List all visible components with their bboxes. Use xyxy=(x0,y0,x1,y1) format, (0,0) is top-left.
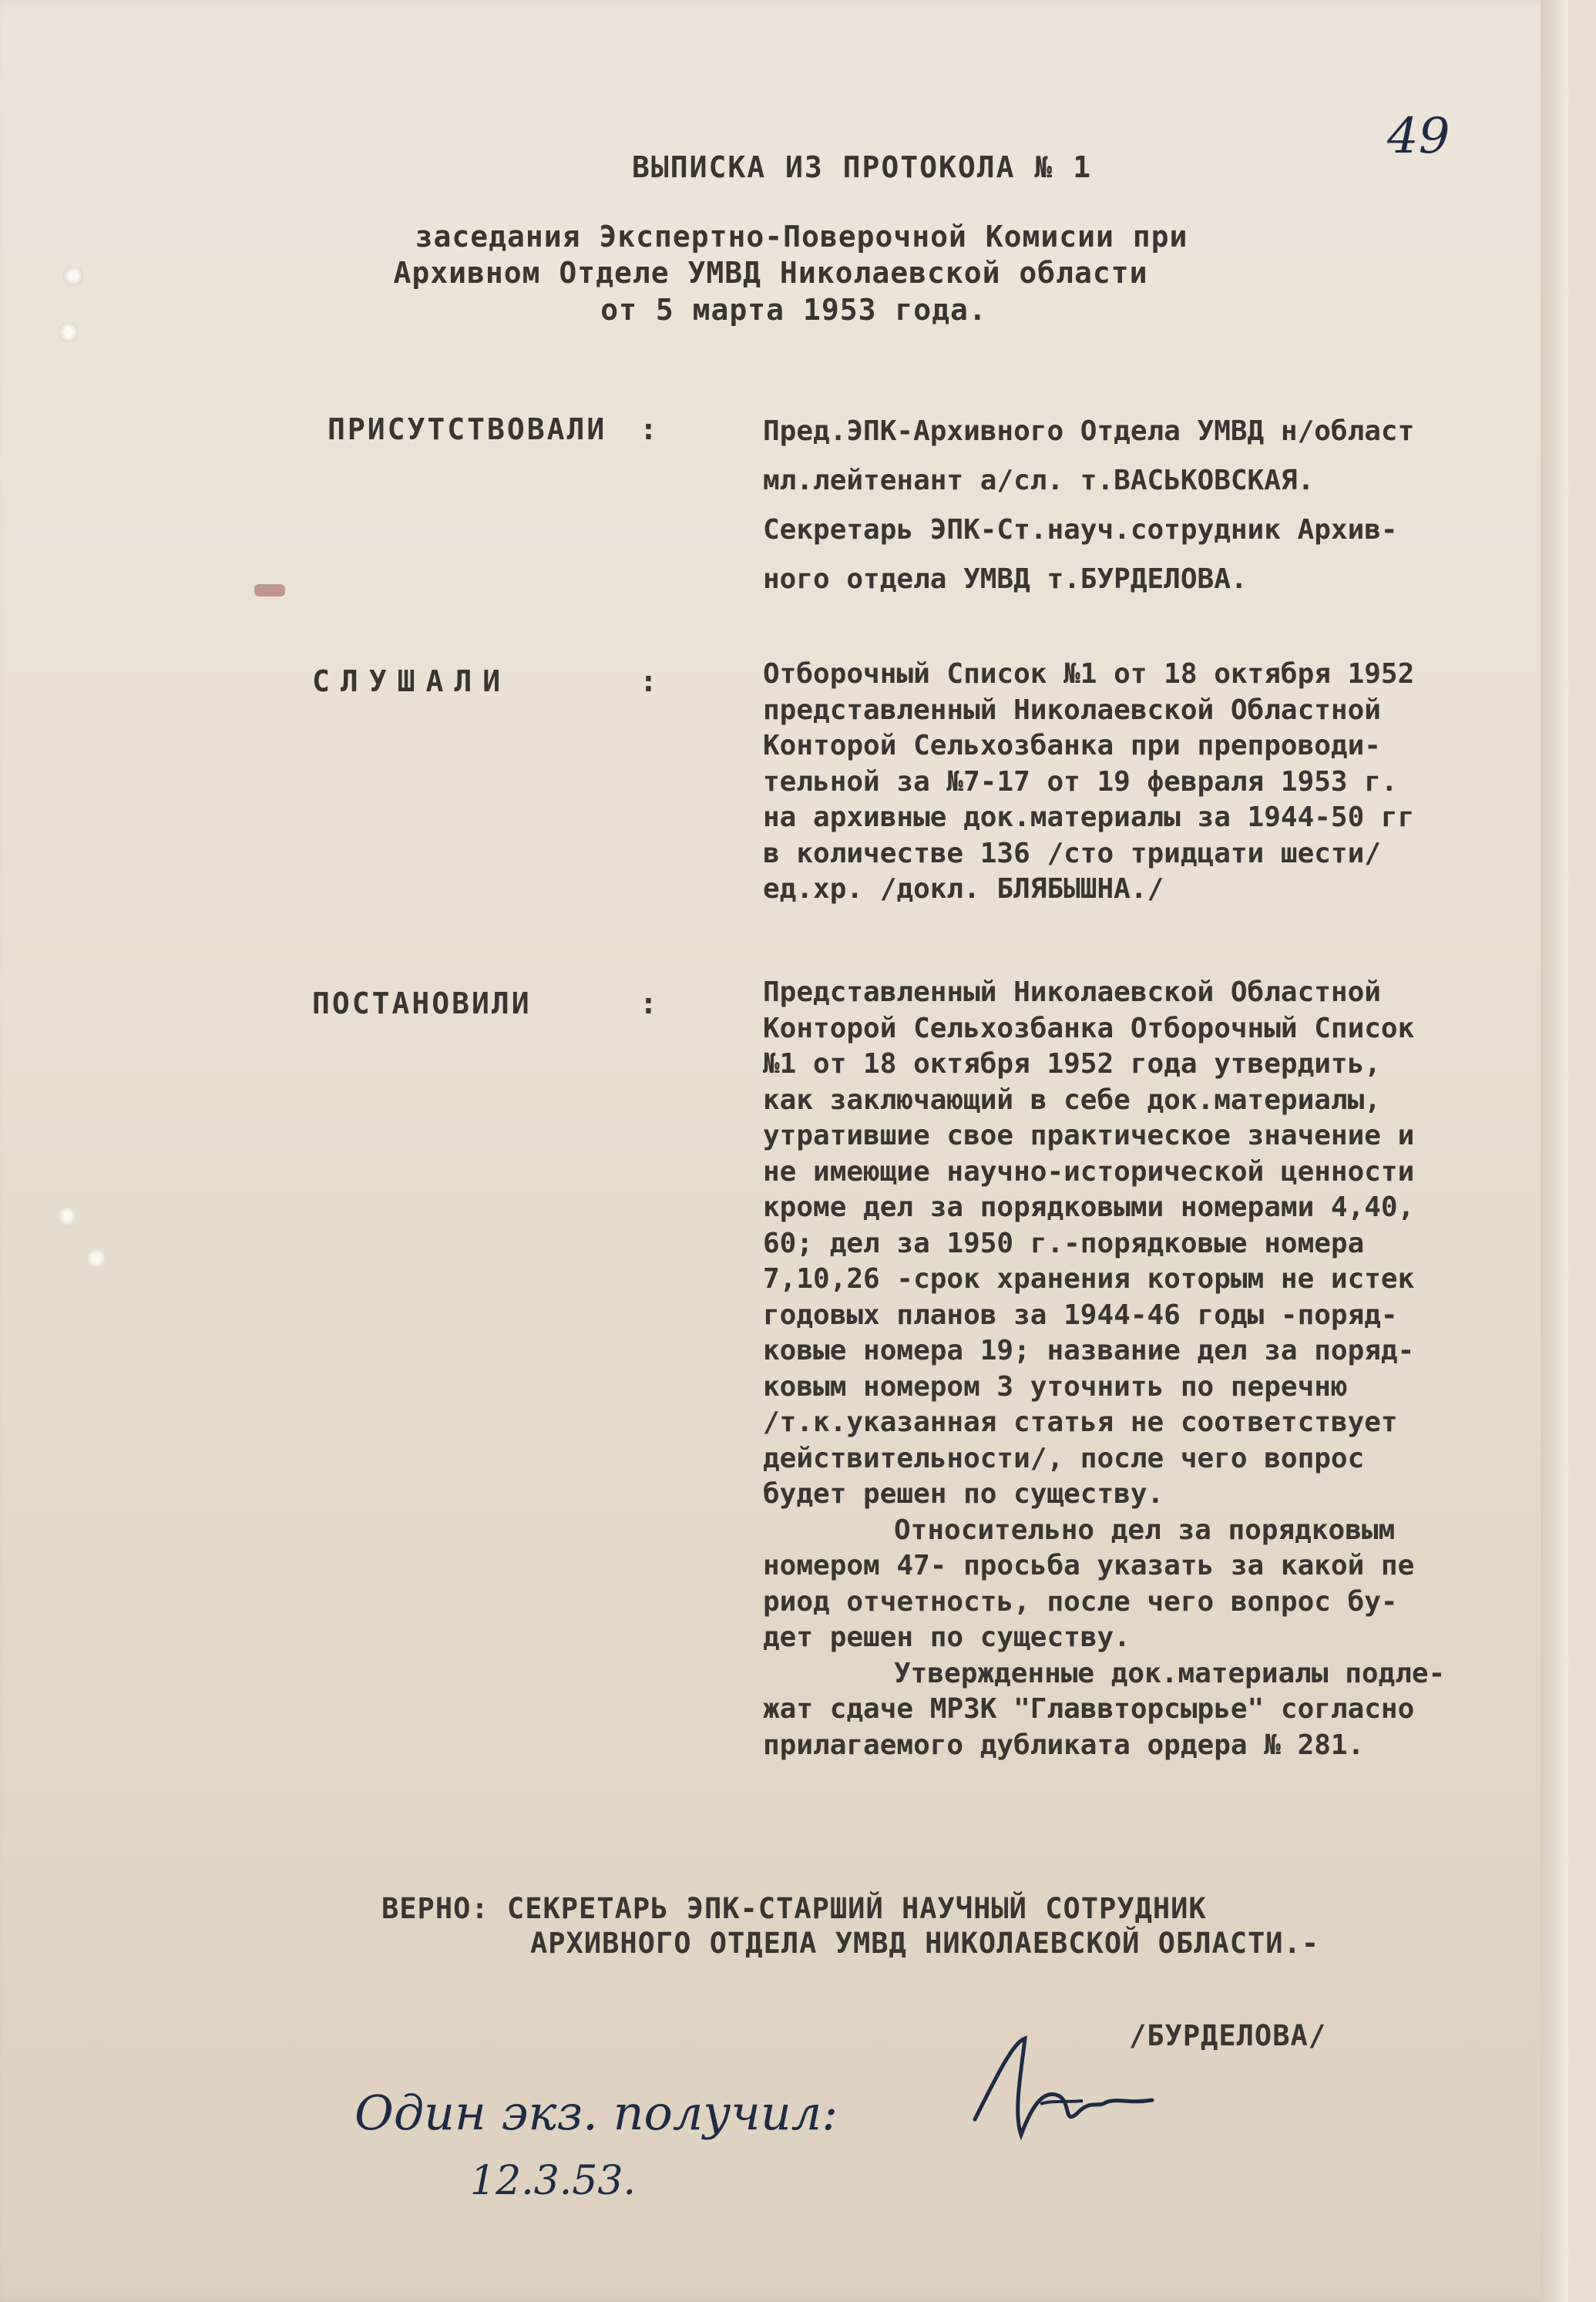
resolved-line: Конторой Сельхозбанка Отборочный Список xyxy=(763,1012,1415,1044)
resolved-line: ковые номера 19; название дел за поряд- xyxy=(763,1335,1415,1366)
resolved-line: 7,10,26 -срок хранения которым не истек xyxy=(763,1263,1415,1295)
signature-scribble xyxy=(967,2027,1168,2158)
resolved-para2-line: Относительно дел за порядковым xyxy=(894,1514,1396,1546)
present-label: ПРИСУТСТВОВАЛИ xyxy=(328,412,607,446)
resolved-line: действительности/, после чего вопрос xyxy=(763,1442,1365,1474)
resolved-line: №1 от 18 октября 1952 года утвердить, xyxy=(763,1048,1381,1080)
resolved-label: ПОСТАНОВИЛИ xyxy=(312,986,532,1020)
present-line: ного отдела УМВД т.БУРДЕЛОВА. xyxy=(763,563,1248,595)
resolved-line: не имеющие научно-исторической ценности xyxy=(763,1155,1415,1188)
present-line: Секретарь ЭПК-Ст.науч.сотрудник Архив- xyxy=(763,514,1398,546)
heard-line: в количестве 136 /сто тридцати шести/ xyxy=(763,837,1381,869)
resolved-para3-line: жат сдаче МРЗК "Главвторсырье" согласно xyxy=(763,1693,1415,1725)
handwritten-note: Один экз. получил: xyxy=(354,2085,838,2141)
present-colon: : xyxy=(640,412,658,446)
heard-line: Отборочный Список №1 от 18 октября 1952 xyxy=(763,658,1415,690)
punch-hole xyxy=(57,1206,77,1226)
resolved-para3-line: прилагаемого дубликата ордера № 281. xyxy=(763,1729,1365,1761)
certification-line-1: ВЕРНО: СЕКРЕТАРЬ ЭПК-СТАРШИЙ НАУЧНЫЙ СОТРУДНИК xyxy=(381,1892,1207,1925)
resolved-para2-line: номером 47- просьба указать за какой пе xyxy=(763,1550,1415,1581)
resolved-line: 60; дел за 1950 г.-порядковые номера xyxy=(763,1227,1365,1259)
resolved-line: утратившие свое практическое значение и xyxy=(763,1120,1415,1151)
heard-line: на архивные док.материалы за 1944-50 гг xyxy=(763,801,1415,833)
heard-line: Конторой Сельхозбанка при препроводи- xyxy=(763,730,1381,761)
resolved-colon: : xyxy=(640,986,658,1020)
resolved-block xyxy=(763,975,1572,1763)
handwritten-date: 12.3.53. xyxy=(470,2158,637,2204)
subtitle-line-3: от 5 марта 1953 года. xyxy=(600,293,987,327)
certification-line-2: АРХИВНОГО ОТДЕЛА УМВД НИКОЛАЕВСКОЙ ОБЛАСТИ.- xyxy=(530,1927,1320,1960)
resolved-line: ковым номером 3 уточнить по перечню xyxy=(763,1370,1348,1403)
heard-line: ед.хр. /докл. БЛЯБЫШНА./ xyxy=(763,873,1164,905)
resolved-line: как заключающий в себе док.материалы, xyxy=(763,1084,1381,1116)
heard-label: СЛУШАЛИ xyxy=(312,664,512,698)
page-number: 49 xyxy=(1387,108,1450,165)
present-line: мл.лейтенант а/сл. т.ВАСЬКОВСКАЯ. xyxy=(763,465,1315,496)
resolved-line: кроме дел за порядковыми номерами 4,40, xyxy=(763,1191,1415,1223)
present-block xyxy=(763,407,1572,604)
subtitle-line-2: Архивном Отделе УМВД Николаевской области xyxy=(393,256,1148,290)
heard-block xyxy=(763,657,1572,908)
heard-line: представленный Николаевской Областной xyxy=(763,694,1381,726)
resolved-para2-line: дет решен по существу. xyxy=(763,1621,1131,1653)
present-line: Пред.ЭПК-Архивного Отдела УМВД н/област xyxy=(763,415,1415,447)
resolved-line: /т.к.указанная статья не соответствует xyxy=(763,1406,1398,1438)
document-title: ВЫПИСКА ИЗ ПРОТОКОЛА № 1 xyxy=(632,150,1093,184)
resolved-line: будет решен по существу. xyxy=(763,1478,1164,1510)
heard-colon: : xyxy=(640,664,658,698)
resolved-para3-line: Утвержденные док.материалы подле- xyxy=(894,1657,1446,1689)
punch-hole xyxy=(86,1248,106,1269)
resolved-line: годовых планов за 1944-46 годы -поряд- xyxy=(763,1299,1398,1331)
signatory-name: /БУРДЕЛОВА/ xyxy=(1129,2019,1327,2052)
resolved-line: Представленный Николаевской Областной xyxy=(763,976,1381,1008)
heard-line: тельной за №7-17 от 19 февраля 1953 г. xyxy=(763,765,1398,798)
resolved-para2-line: риод отчетность, после чего вопрос бу- xyxy=(763,1585,1398,1618)
subtitle-line-1: заседания Экспертно-Поверочной Комисии при xyxy=(415,220,1188,254)
stain-mark xyxy=(254,584,285,597)
